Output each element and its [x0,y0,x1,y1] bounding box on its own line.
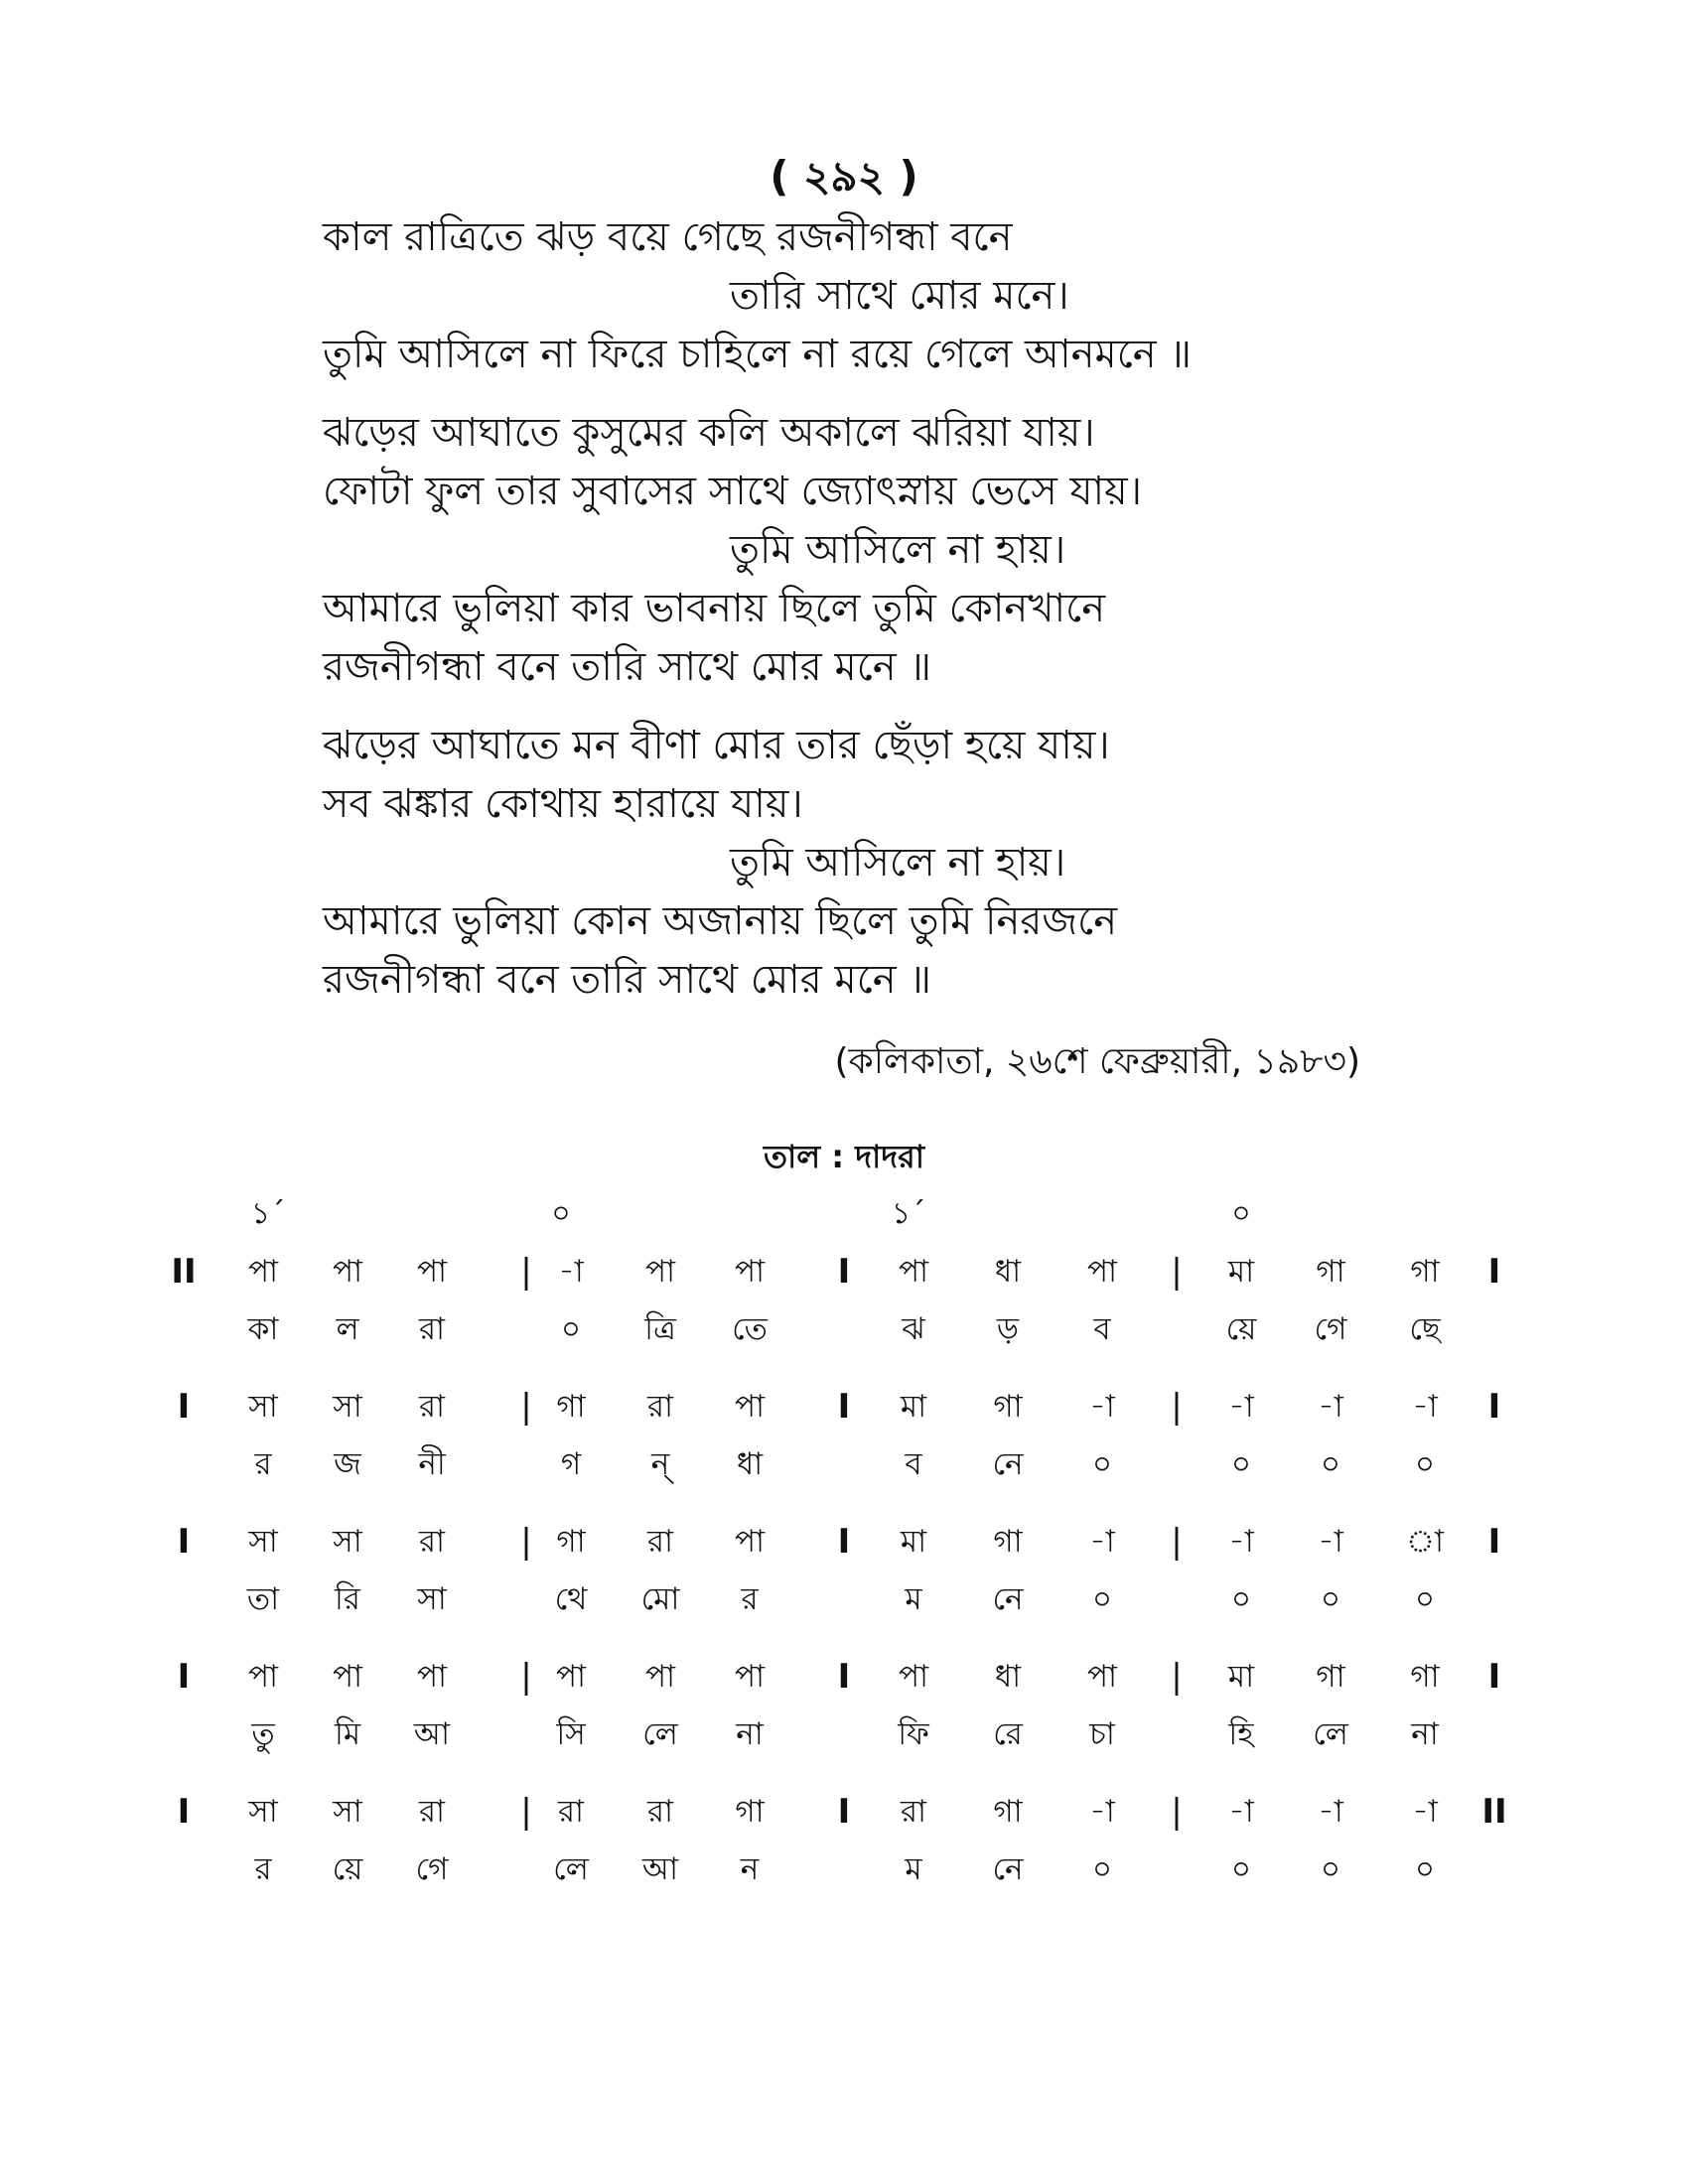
swara-note: সা [333,1389,362,1425]
bar-line: | [1171,1657,1183,1697]
lyric-syllable: লে [1313,1716,1348,1752]
lyric-syllable: না [736,1716,764,1752]
swara-note: গা [1410,1659,1440,1695]
swara-note: পা [1086,1254,1118,1290]
bar-line-start: I [177,1522,191,1562]
swara-note: সা [333,1524,362,1560]
swara-note: -া [1089,1794,1115,1830]
swara-note: পা [644,1659,676,1695]
dateline: (কলিকাতা, ২৬শে ফেব্রুয়ারী, ১৯৮৩) [834,1041,1360,1082]
swara-note: গা [735,1794,765,1830]
lyric-syllable: সি [556,1716,586,1752]
swara-note: ধা [994,1254,1022,1290]
lyric-line: তুমি আসিলে না ফিরে চাহিলে না রয়ে গেলে আনমনে ॥ [323,332,1193,377]
swara-note: গা [1316,1659,1345,1695]
lyric-syllable: ব [905,1446,922,1482]
lyric-syllable: য়ে [1225,1311,1257,1347]
lyric-syllable: ০ [1414,1581,1436,1617]
swara-note: -া [1318,1794,1343,1830]
beat-mark: ০ [1231,1196,1251,1231]
swara-note: গা [993,1389,1023,1425]
lyric-syllable: নে [992,1446,1024,1482]
lyric-syllable: ০ [1414,1446,1436,1482]
beat-mark: ১´ [250,1196,286,1231]
swara-note: রা [418,1524,446,1560]
lyric-line: সব ঝঙ্কার কোথায় হারায়ে যায়। [323,781,803,827]
lyric-syllable: ছে [1409,1311,1441,1347]
lyric-syllable: তে [732,1311,768,1347]
swara-note: -া [1412,1389,1438,1425]
lyric-syllable: ০ [1091,1446,1113,1482]
lyric-syllable: হি [1228,1716,1254,1752]
bar-line: | [520,1657,532,1697]
swara-note: -া [1089,1524,1115,1560]
swara-note: রা [646,1794,674,1830]
lyric-syllable: নে [992,1581,1024,1617]
swara-note: পা [898,1254,929,1290]
bar-line: | [1171,1252,1183,1292]
lyric-syllable: গ [560,1446,582,1482]
lyric-syllable: ০ [1230,1851,1252,1887]
swara-note: ধা [994,1659,1022,1695]
lyric-syllable: ল [336,1311,359,1347]
lyric-line: তুমি আসিলে না হায়। [730,527,1066,573]
lyric-line: ফোটা ফুল তার সুবাসের সাথে জ্যোৎস্নায় ভেসে যায়। [323,469,1143,514]
swara-note: রা [557,1794,585,1830]
swara-note: -া [1089,1389,1115,1425]
lyric-syllable: ন [740,1851,760,1887]
swara-note: -া [1318,1389,1343,1425]
bar-line-strong: I [837,1792,851,1832]
lyric-syllable: ০ [1320,1446,1341,1482]
lyric-syllable: থে [554,1581,588,1617]
bar-line-end: I [1487,1657,1501,1697]
lyric-syllable: ০ [560,1311,582,1347]
swara-note: পা [898,1659,929,1695]
lyric-syllable: মো [640,1581,680,1617]
swara-note: -া [558,1254,584,1290]
lyric-syllable: ড় [996,1311,1020,1347]
beat-mark: ১´ [891,1196,926,1231]
lyric-syllable: ন্ [650,1446,670,1482]
bar-line: | [520,1252,532,1292]
swara-note: রা [418,1389,446,1425]
lyric-syllable: তু [251,1716,275,1752]
swara-note: পা [416,1254,448,1290]
swara-note: পা [734,1659,766,1695]
lyric-syllable: রি [335,1581,360,1617]
lyric-syllable: য়ে [332,1851,363,1887]
lyric-syllable: লে [553,1851,589,1887]
swara-note: -া [1228,1524,1254,1560]
lyric-line: তারি সাথে মোর মনে। [730,273,1069,319]
swara-note: রা [646,1389,674,1425]
swara-note: পা [332,1659,363,1695]
swara-note: গা [556,1389,586,1425]
bar-line-start: I [177,1792,191,1832]
bar-line-end: I [1487,1252,1501,1292]
swara-note: রা [900,1794,927,1830]
swara-note: গা [1410,1254,1440,1290]
lyric-syllable: নে [992,1851,1024,1887]
bar-line-end: I [1487,1387,1501,1427]
bar-line-strong: I [837,1387,851,1427]
lyric-syllable: ০ [1230,1446,1252,1482]
swara-note: গা [993,1794,1023,1830]
swara-note: পা [1086,1659,1118,1695]
lyric-syllable: ০ [1414,1851,1436,1887]
swara-note: মা [900,1389,927,1425]
lyric-line: ঝড়ের আঘাতে কুসুমের কলি অকালে ঝরিয়া যায়। [323,410,1095,456]
swara-note: গা [993,1524,1023,1560]
tala-heading: তাল : দাদরা [764,1138,924,1175]
swara-note: -া [1318,1524,1343,1560]
lyric-line: তুমি আসিলে না হায়। [730,840,1066,886]
swara-note: সা [333,1794,362,1830]
lyric-syllable: লে [642,1716,678,1752]
lyric-syllable: ০ [1320,1851,1341,1887]
swara-note: -া [1228,1794,1254,1830]
lyric-syllable: ০ [1091,1851,1113,1887]
lyric-line: আমারে ভুলিয়া কোন অজানায় ছিলে তুমি নিরজনে [323,898,1118,944]
lyric-syllable: গে [415,1851,449,1887]
lyric-syllable: না [1411,1716,1439,1752]
bar-line: | [1171,1792,1183,1832]
bar-line: | [520,1522,532,1562]
swara-note: রা [418,1794,446,1830]
swara-note: মা [900,1524,927,1560]
bar-line: | [1171,1522,1183,1562]
lyric-syllable: চা [1089,1716,1115,1752]
bar-line-strong: I [837,1252,851,1292]
beat-mark: ০ [551,1196,571,1231]
lyric-syllable: ০ [1091,1581,1113,1617]
lyric-syllable: আ [641,1851,679,1887]
swara-note: সা [248,1524,278,1560]
lyric-syllable: ঝ [902,1311,925,1347]
lyric-syllable: রে [993,1716,1023,1752]
swara-note: সা [248,1389,278,1425]
swara-note: পা [332,1254,363,1290]
bar-line-start: I [177,1387,191,1427]
lyric-syllable: র [254,1851,272,1887]
swara-note: পা [416,1659,448,1695]
lyric-line: আমারে ভুলিয়া কার ভাবনায় ছিলে তুমি কোনখানে [323,586,1106,631]
swara-note: রা [646,1524,674,1560]
swara-note: পা [247,1659,279,1695]
lyric-syllable: তা [246,1581,280,1617]
lyric-line: ঝড়ের আঘাতে মন বীণা মোর তার ছেঁড়া হয়ে যায়। [323,723,1110,768]
lyric-syllable: ফি [898,1716,929,1752]
swara-note: পা [734,1389,766,1425]
swara-note: গা [556,1524,586,1560]
lyric-syllable: গে [1314,1311,1347,1347]
lyric-syllable: র [254,1446,272,1482]
swara-note: গা [1316,1254,1345,1290]
swara-note: মা [1227,1659,1255,1695]
bar-line: | [520,1387,532,1427]
lyric-syllable: ০ [1320,1581,1341,1617]
swara-note: পা [734,1524,766,1560]
lyric-line: রজনীগন্ধা বনে তারি সাথে মোর মনে ॥ [323,957,931,1003]
lyric-syllable: কা [247,1311,279,1347]
lyric-syllable: ০ [1230,1581,1252,1617]
bar-line-strong: I [837,1522,851,1562]
lyric-line: কাল রাত্রিতে ঝড় বয়ে গেছে রজনীগন্ধা বনে [323,214,1013,260]
bar-line-start: II [171,1252,197,1292]
bar-line-end: II [1481,1792,1507,1832]
lyric-syllable: ব [1093,1311,1111,1347]
lyric-syllable: নী [418,1446,446,1482]
lyric-line: রজনীগন্ধা বনে তারি সাথে মোর মনে ॥ [323,644,931,690]
bar-line-end: I [1487,1522,1501,1562]
bar-line: | [520,1792,532,1832]
swara-note: -া [1228,1389,1254,1425]
page-number: ( ২৯২ ) [770,152,918,201]
lyric-syllable: আ [413,1716,451,1752]
swara-note: পা [734,1254,766,1290]
lyric-syllable: ধা [736,1446,764,1482]
lyric-syllable: সা [417,1581,447,1617]
bar-line: | [1171,1387,1183,1427]
bar-line-start: I [177,1657,191,1697]
lyric-syllable: মি [334,1716,361,1752]
bar-line-strong: I [837,1657,851,1697]
lyric-syllable: র [741,1581,759,1617]
lyric-syllable: ম [905,1851,922,1887]
lyric-syllable: ত্রি [644,1311,676,1347]
swara-note: পা [555,1659,587,1695]
lyric-syllable: জ [334,1446,361,1482]
swara-note: পা [247,1254,279,1290]
swara-note: -া [1412,1794,1438,1830]
lyric-syllable: ম [905,1581,922,1617]
swara-note: পা [644,1254,676,1290]
lyric-syllable: রা [418,1311,446,1347]
swara-note: মা [1227,1254,1255,1290]
swara-note: সা [248,1794,278,1830]
swara-note: া [1405,1524,1445,1560]
